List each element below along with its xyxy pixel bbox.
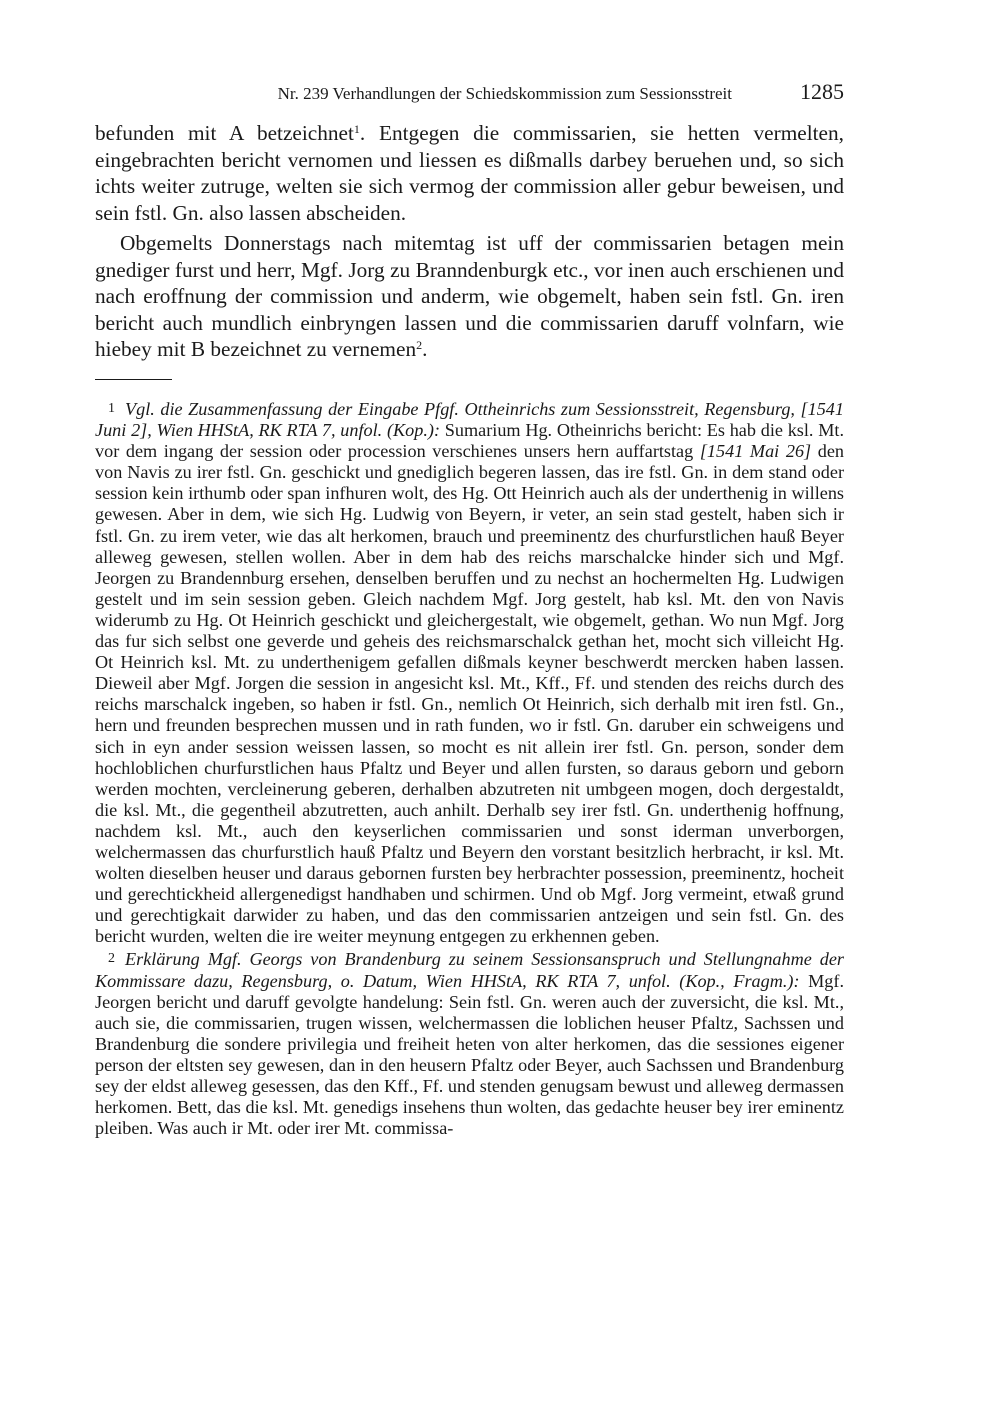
page-header (95, 80, 844, 108)
footnote-1-text-b: den von Navis zu irer fstl. Gn. geschickt und gnediglich begeren lassen, das ire fstl. Gn. in dem stand oder session kein irthumb oder span infhuren wolt, des Hg. Ott Heinrich auch als der underthenig in willens gewesen. Aber in dem, wie sich Hg. Ludwig von Beyern, ir veter, an sein stad gestelt, haben sich ir fstl. Gn. zu irem veter, wie das alt herkomen, brauch und preeminentz des churfurstlichen hauß Beyer alleweg gewesen, stellen wollen. Aber in dem hab des reichs marschalcke hinder sich und Mgf. Jeorgen zu Brandennburg ersehen, denselben beruffen und zu nechst an hochermelten Hg. Ludwigen gestelt und im sein session geben. Gleich nachdem Mgf. Jorg gestelt, hab ksl. Mt. den von Navis widerumb zu Hg. Ot Heinrich geschickt und gleichergestalt, wie obgemelt, gethan. Wo nun Mgf. Jorg das fur sich selbst one geverde und geheis des reichsmarschalck gethan het, mocht sich villeicht Hg. Ot Heinrich ksl. Mt. zu underthenigem gefallen dißmals keyner beschwerdt mercken haben lassen. Dieweil aber Mgf. Jorgen die session in angesicht ksl. Mt., Kff., Ff. und stenden des reichs durch des reichs marschalck ingeben, so haben ir fstl. Gn., nemlich Ot Heinrich, sich derhalb mit iren fstl. Gn., hern und freunden besprechen mussen und in rath funden, wo ir fstl. Gn. daruber ein schweigens und sich in eyn ander session weissen lassen, so mocht es nit allein irer fstl. Gn. person, sonder dem hochloblichen churfurstlichen haus Pfaltz und Beyer und allen fursten, so daraus geborn und geborn werden mochten, vercleinerung geberen, derhalben abzutreten nit umbgeen mogen, doch dergestaldt, die ksl. Mt., die gegentheil abzutretten, auch anhilt. Derhalb sey irer fstl. Gn. underthenig hoffnung, nachdem ksl. Mt., auch den keyserlichen commissarien und sonst iderman unverborgen, welchermassen das churfurstlich hauß Pfaltz und Beyern den vorstant besitzlich herbracht, ir ksl. Mt. wolten dieselben heuser und daraus gebornen fursten bey herbrachter possession, preeminentz, hocheit und gerechtickheid allergenedigst handhaben und schirmen. Und ob Mgf. Jorg vermeint, etwaß grund und gerechtigkait darwider zu haben, und das den commissarien antzeigen und sein fstl. Gn. des bericht wurden, welten die ire weiter meynung entgegen zu erkhennen geben. (95, 441, 845, 947)
footnote-2-number: 2 (108, 951, 115, 967)
footnote-ref-1[interactable]: 1 (353, 122, 360, 136)
footnote-ref-2[interactable]: 2 (416, 338, 423, 352)
page-number: 1285 (800, 79, 844, 104)
main-text (95, 120, 844, 363)
footnotes (95, 398, 844, 1139)
footnote-divider (95, 379, 172, 380)
running-title: Nr. 239 Verhandlungen der Schiedskommission zum Sessionsstreit (277, 84, 732, 103)
footnote-1-source: Vgl. die Zusammenfassung der Eingabe Pfgf. Ottheinrichs zum Sessionsstreit, Regensburg, [1541 Juni 2], Wien HHStA, RK RTA 7, unfol. (Kop.): (95, 399, 844, 441)
footnote-1 (95, 398, 844, 947)
paragraph-2-text-b: . (422, 337, 428, 361)
paragraph-2-text-a: Obgemelts Donnerstags nach mitemtag ist uff der commissarien betagen mein gnediger furst und herr, Mgf. Jorg zu Branndenburgk etc., vor inen auch erschienen und nach eroffnung der commission und anderm, wie obgemelt, haben sein fstl. Gn. iren bericht auch mundlich einbryngen lassen und die commissarien daruff volnfarn, wie hiebey mit B bezeichnet zu vernemen (95, 231, 844, 361)
paragraph-1 (95, 120, 844, 226)
footnote-1-number: 1 (108, 401, 115, 416)
paragraph-1-text-a: befunden mit A betzeichnet (95, 121, 354, 145)
document-page (95, 0, 844, 1418)
footnote-1-date: [1541 Mai 26] (699, 441, 812, 462)
footnote-2-text: Mgf. Jeorgen bericht und daruff gevolgte handelung: Sein fstl. Gn. weren auch der zuversicht, die ksl. Mt., auch sie, die commissarien, trugen wissen, welchermassen die loblichen heuser Pfaltz, Sachssen und Brandenburg die sondere privilegia und freiheit heten von alter herkomen, das die sessiones eigener person der eltsten sey gewesen, dan in den heusern Pfaltz oder Beyer, auch Sachssen und Brandenburg sey der eldst alleweg gesessen, das den Kff., Ff. und stenden genugsam bewust und alleweg dermassen herkomen. Bett, das die ksl. Mt. genedigs insehens thun wolten, das gedachte heuser bey irer eminentz pleiben. Was auch ir Mt. oder irer Mt. commissa- (95, 970, 844, 1139)
paragraph-1-text-b: . Entgegen die commissarien, sie hetten vermelten, eingebrachten bericht vernomen und liessen es dißmalls darbey beruehen und, so sich ichts weiter zutruge, welten sie sich vermog der commission aller gebur beweisen, und sein fstl. Gn. also lassen abscheiden. (95, 121, 844, 225)
footnote-2 (95, 948, 844, 1139)
footnote-1-text-a: Sumarium Hg. Otheinrichs bericht: Es hab die ksl. Mt. vor dem ingang der session oder procession verschienes unsers hern auffartstag (95, 420, 844, 462)
footnote-2-source: Erklärung Mgf. Georgs von Brandenburg zu seinem Sessionsanspruch und Stellungnahme der Kommissare dazu, Regensburg, o. Datum, Wien HHStA, RK RTA 7, unfol. (Kop., Fragm.): (95, 949, 844, 991)
paragraph-2 (95, 230, 844, 363)
